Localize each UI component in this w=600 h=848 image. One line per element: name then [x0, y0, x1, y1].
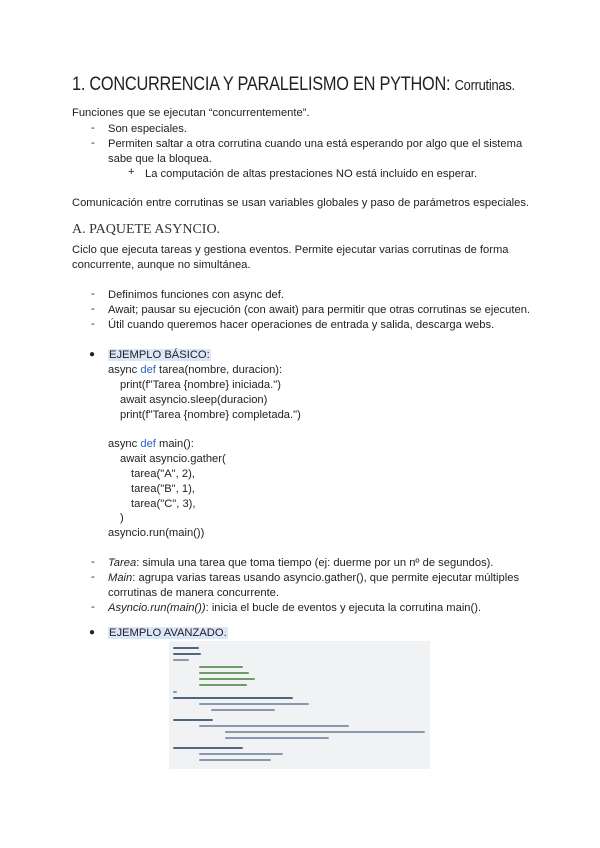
note-2: Main: agrupa varias tareas usando asyncio.gather(), que permite ejecutar múltiples [108, 572, 520, 584]
basic-example-label: EJEMPLO BÁSICO: [109, 349, 210, 361]
section-desc-2: concurrente, aunque no simultánea. [72, 259, 251, 271]
intro-line: Funciones que se ejecutan “concurrentemente”. [72, 107, 310, 119]
code-line: asyncio.run(main()) [108, 527, 205, 539]
page-title [72, 74, 515, 96]
section-item-2: Await; pausar su ejecución (con await) para permitir que otras corrutinas se ejecuten. [108, 304, 531, 316]
dash-bullet: - [91, 601, 95, 613]
code-line: tarea("A", 2), [131, 468, 195, 480]
intro-item-2: Permiten saltar a otra corrutina cuando una está esperando por algo que el sistema [108, 138, 523, 150]
code-line: tarea("B", 1), [131, 483, 195, 495]
code-line: await asyncio.gather( [120, 453, 226, 465]
dot-bullet: ● [89, 349, 96, 360]
note-2-cont: corrutinas de manera concurrente. [108, 587, 280, 599]
code-line: print(f"Tarea {nombre} iniciada.") [120, 379, 281, 391]
dash-bullet: - [91, 318, 95, 330]
dash-bullet: - [91, 303, 95, 315]
code-line: ) [120, 512, 124, 524]
dash-bullet: - [91, 571, 95, 583]
intro-item-2-cont: sabe que la bloquea. [108, 153, 212, 165]
advanced-example-label: EJEMPLO AVANZADO. [109, 627, 227, 639]
intro-subitem: La computación de altas prestaciones NO está incluido en esperar. [145, 168, 478, 180]
dash-bullet: - [91, 288, 95, 300]
dot-bullet: ● [89, 627, 96, 638]
code-line: tarea("C", 3), [131, 498, 196, 510]
code-line: async def tarea(nombre, duracion): [108, 364, 283, 376]
section-desc-1: Ciclo que ejecuta tareas y gestiona eventos. Permite ejecutar varias corrutinas de forma [72, 244, 509, 256]
intro-item-1: Son especiales. [108, 123, 187, 135]
dash-bullet: - [91, 137, 95, 149]
section-item-1: Definimos funciones con async def. [108, 289, 284, 301]
note-1: Tarea: simula una tarea que toma tiempo (ej: duerme por un nº de segundos). [108, 557, 494, 569]
code-line: print(f"Tarea {nombre} completada.") [120, 409, 301, 421]
code-line: async def main(): [108, 438, 194, 450]
title-sub: Corrutinas. [454, 77, 515, 94]
plus-bullet: + [128, 166, 135, 178]
communication-text: Comunicación entre corrutinas se usan variables globales y paso de parámetros especiales. [72, 197, 530, 209]
note-3: Asyncio.run(main()): inicia el bucle de eventos y ejecuta la corrutina main(). [108, 602, 482, 614]
title-main: 1. CONCURRENCIA Y PARALELISMO EN PYTHON: [72, 74, 451, 95]
section-item-3: Útil cuando queremos hacer operaciones de entrada y salida, descarga webs. [108, 319, 495, 331]
code-line: await asyncio.sleep(duracion) [120, 394, 268, 406]
section-heading: A. PAQUETE ASYNCIO. [72, 222, 221, 237]
dash-bullet: - [91, 556, 95, 568]
dash-bullet: - [91, 122, 95, 134]
code-screenshot-image [169, 641, 430, 769]
